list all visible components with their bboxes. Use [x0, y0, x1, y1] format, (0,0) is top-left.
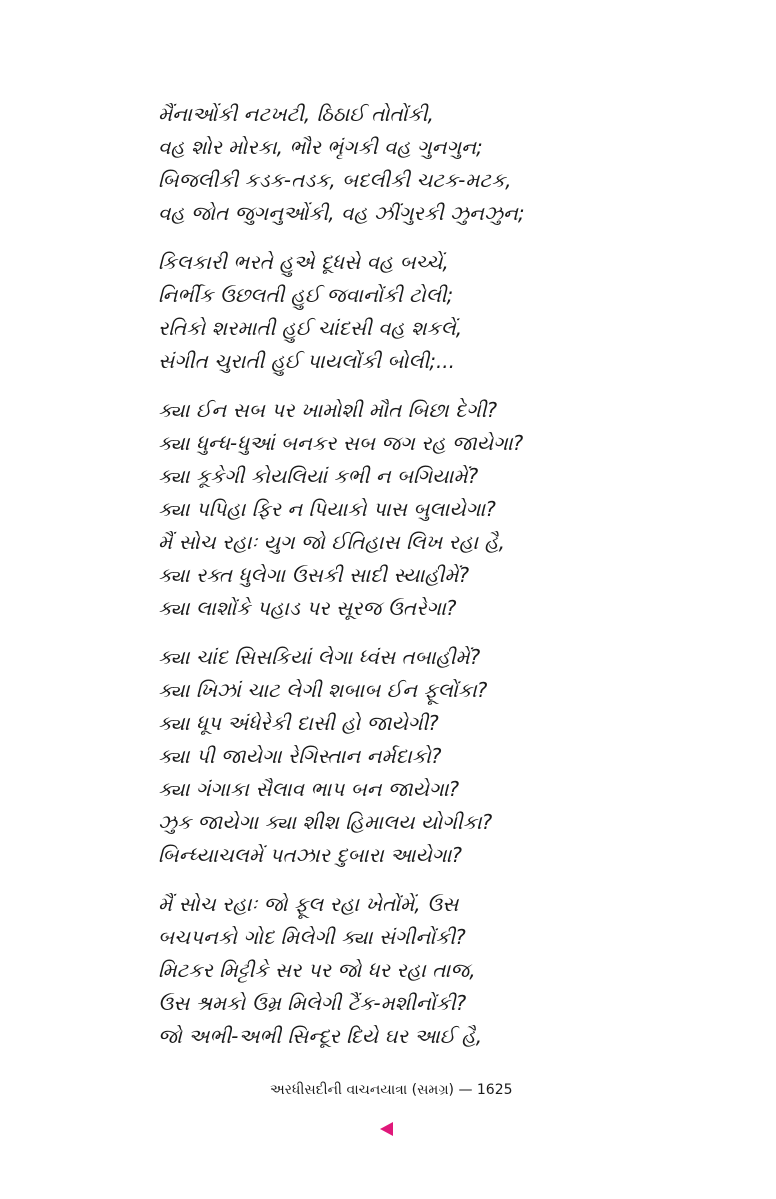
poem-line: રતિકો શરમાતી હુઈ ચાંદસી વહ શકલેં,: [158, 316, 463, 340]
poem-line: ક્યા ગંગાકા સૈલાવ ભાપ બન જાયેગા?: [158, 777, 460, 801]
poem-stanza: [158, 394, 678, 625]
poem-stanza: [158, 246, 678, 378]
poem-line: ક્યા પપિહા ફિર ન પિયાકો પાસ બુલાયેગા?: [158, 497, 496, 521]
poem-line: ક્યા ધૂપ અંધેરેકી દાસી હો જાયેગી?: [158, 711, 439, 735]
poem-line: બિજલીકી કડક-તડક, બદલીકી ચટક-મટક,: [158, 168, 512, 192]
poem-line: મિટકર મિટ્ટીકે સર પર જો ધર રહા તાજ,: [158, 958, 476, 982]
poem-line: બિન્ધ્યાચલમેં પતઝાર દુબારા આયેગા?: [158, 843, 462, 867]
page-footer: અરધીસદીની વાચનયાત્રા (સમગ્ર) — 1625: [270, 1082, 513, 1098]
poem-line: ક્યા ખિઝાં ચાટ લેગી શબાબ ઈન ફૂલોંકા?: [158, 678, 488, 702]
poem-line: ઉસ શ્રમકો ઉમ્ર મિલેગી ટૈંક-મશીનોંકી?: [158, 991, 467, 1015]
previous-page-arrow-icon[interactable]: [380, 1122, 393, 1136]
poem-line: ક્યા ઈન સબ પર ખામોશી મૌત બિછા દેગી?: [158, 398, 498, 422]
poem: [158, 98, 678, 1069]
poem-line: જો અભી-અભી સિન્દૂર દિયે ઘર આઈ હૈ,: [158, 1024, 483, 1048]
poem-line: ક્યા લાશોંકે પહાડ પર સૂરજ ઉતરેગા?: [158, 596, 457, 620]
poem-line: ઝુક જાયેગા ક્યા શીશ હિમાલય યોગીકા?: [158, 810, 493, 834]
poem-line: વહ જોત જુગનુઓંકી, વહ ઝીંગુરકી ઝુનઝુન;: [158, 201, 525, 225]
poem-stanza: [158, 641, 678, 872]
poem-line: મૈં સોચ રહાઃ યુગ જો ઈતિહાસ લિખ રહા હૈ,: [158, 530, 505, 554]
poem-line: કિલકારી ભરતે હુએ દૂધસે વહ બચ્ચેં,: [158, 250, 449, 274]
poem-stanza: [158, 98, 678, 230]
poem-line: ક્યા પી જાયેગા રેગિસ્તાન નર્મદાકો?: [158, 744, 442, 768]
poem-line: નિર્ભીક ઉછલતી હુઈ જવાનોંકી ટોલી;: [158, 283, 454, 307]
poem-line: બચપનકો ગોદ મિલેગી ક્યા સંગીનોંકી?: [158, 925, 466, 949]
poem-line: ક્યા ચાંદ સિસકિયાં લેગા ધ્વંસ તબાહીમેં?: [158, 645, 481, 669]
poem-line: મૈં સોચ રહાઃ જો ફૂલ રહા ખેતોંમેં, ઉસ: [158, 892, 459, 916]
poem-line: ક્યા કૂકેગી કોયલિયાં કભી ન બગિયામેં?: [158, 464, 479, 488]
poem-line: સંગીત ચુરાતી હુઈ પાયલોંકી બોલી;...: [158, 349, 456, 373]
poem-line: ક્યા ધુન્ધ-ધુઆં બનકર સબ જગ રહ જાયેગા?: [158, 431, 524, 455]
poem-line: ક્યા રક્ત ધુલેગા ઉસકી સાદી સ્યાહીમેં?: [158, 563, 470, 587]
poem-line: મૈંનાઓંકી નટખટી, ઠિઠાઈ તોતોંકી,: [158, 102, 434, 126]
poem-line: વહ શોર મોરકા, ભૌર ભૃંગકી વહ ગુનગુન;: [158, 135, 483, 159]
poem-stanza: [158, 888, 678, 1053]
